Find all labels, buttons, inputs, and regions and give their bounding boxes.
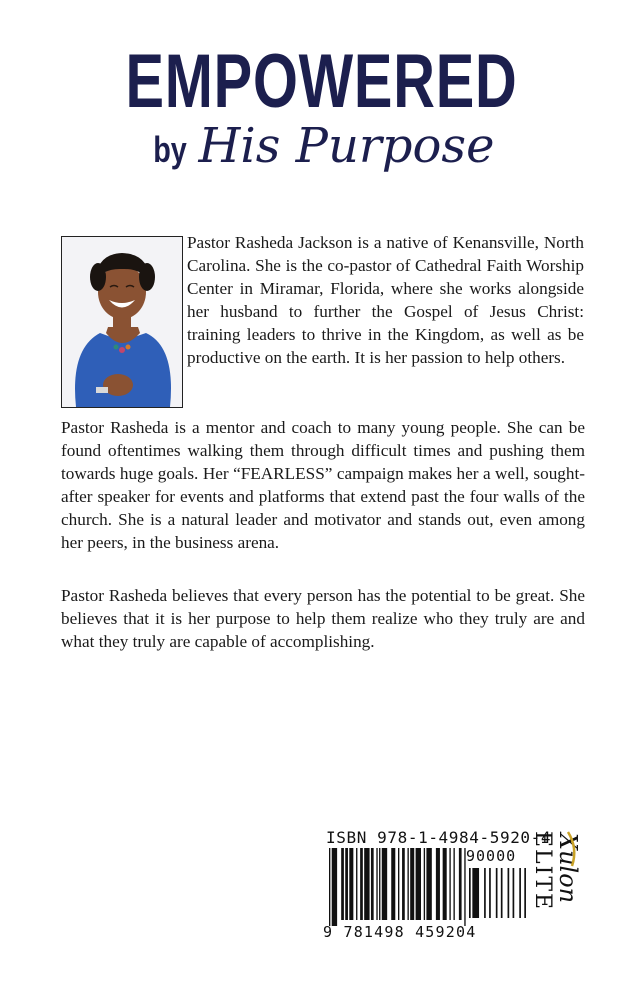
price-code: 90000 xyxy=(466,847,517,865)
barcode-bar xyxy=(341,848,344,920)
barcode-bar xyxy=(332,848,337,926)
author-portrait-icon xyxy=(62,237,182,407)
barcode-bar xyxy=(329,848,330,926)
barcode-bar xyxy=(360,848,363,920)
barcode-bar xyxy=(489,868,491,918)
barcode-bar xyxy=(402,848,405,920)
barcode-bar xyxy=(356,848,357,920)
xulon-elite-logo-icon xyxy=(528,826,582,944)
barcode-bar xyxy=(426,848,431,920)
barcode-bar xyxy=(364,848,369,920)
bio-paragraph-3: Pastor Rasheda believes that every person has the potential to be great. She believes that it is her purpose to help them realize who they truly are and what they truly are capable of accomplishing. xyxy=(61,586,585,651)
barcode-bar xyxy=(371,848,374,920)
subtitle-script: His Purpose xyxy=(198,118,495,174)
barcode-bar xyxy=(443,848,447,920)
barcode-bar xyxy=(407,848,408,920)
barcode-bar xyxy=(376,848,377,920)
book-subtitle xyxy=(0,118,643,174)
barcode-bar xyxy=(459,848,462,920)
barcode-bar xyxy=(513,868,515,918)
barcode-bar xyxy=(449,848,450,920)
barcode-bar xyxy=(424,848,425,920)
barcode-bar xyxy=(398,848,399,920)
barcode-bar xyxy=(464,848,465,926)
barcode-bars-addon xyxy=(469,868,531,924)
barcode-bar xyxy=(496,868,498,918)
ean-number: 9 781498 459204 xyxy=(323,923,477,941)
barcode-bar xyxy=(382,848,387,920)
logo-line1: Xulon xyxy=(554,833,582,904)
logo-line2: ELITE xyxy=(530,831,555,912)
barcode-bar xyxy=(519,868,521,918)
barcode-bar xyxy=(436,848,440,920)
barcode-bar xyxy=(379,848,380,920)
barcode-bar xyxy=(391,848,395,920)
barcode-bar xyxy=(524,868,526,918)
bio-paragraph-2: Pastor Rasheda is a mentor and coach to many young people. She can be found oftentimes walking them through difficult times and pushing them towards huge goals. Her “FEARLESS” campaign makes her a well, sought-after speaker for events and platforms that extend past the four walls of the church. She is a natural leader and motivator and stands out, even among her peers, in the business arena. xyxy=(61,418,585,552)
barcode-bars-main xyxy=(329,848,467,926)
barcode-bar xyxy=(501,868,503,918)
barcode-bar xyxy=(345,848,348,920)
author-photo xyxy=(61,236,183,408)
book-title: EMPOWERED xyxy=(125,39,518,124)
barcode-bar xyxy=(469,868,471,918)
barcode-bar xyxy=(416,848,421,920)
isbn-label: ISBN 978-1-4984-5920-4 xyxy=(326,828,552,847)
barcode-bar xyxy=(453,848,454,920)
barcode-bar xyxy=(349,848,353,920)
barcode-bar xyxy=(484,868,486,918)
barcode-bar xyxy=(508,868,510,918)
subtitle-by: by xyxy=(152,129,187,170)
barcode-bar xyxy=(410,848,414,920)
publisher-logo xyxy=(528,826,582,944)
bio-paragraph-1: Pastor Rasheda Jackson is a native of Kenansville, North Carolina. She is the co-pastor of Cathedral Faith Worship Center in Miramar, Florida, where she works alongside her husband to further the Gospel of Jesus Christ: training leaders to thrive in the Kingdom, as well as be productive on the earth. It is her passion to help others. xyxy=(187,233,584,367)
barcode-bar xyxy=(472,868,479,918)
